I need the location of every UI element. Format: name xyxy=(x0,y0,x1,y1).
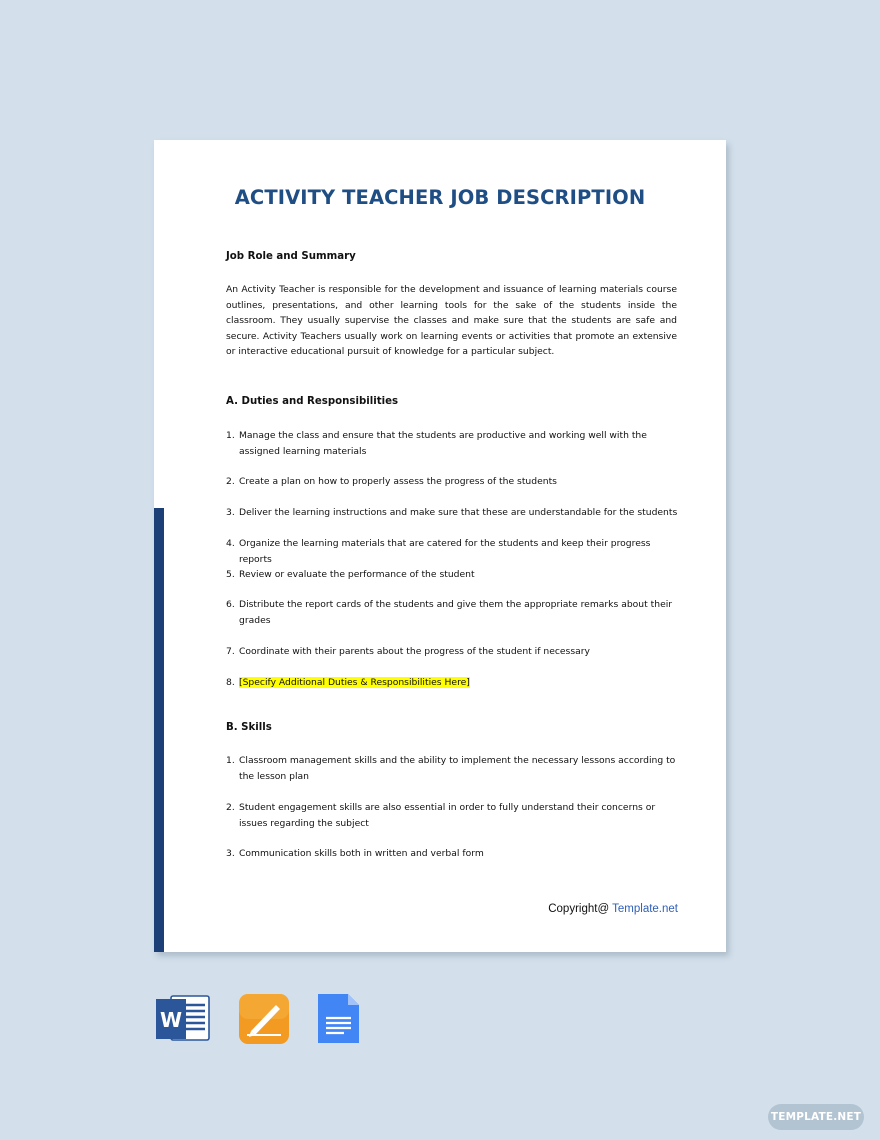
microsoft-word-icon[interactable] xyxy=(156,996,209,1040)
skill-item xyxy=(226,846,678,862)
duty-number: 5. xyxy=(226,569,235,580)
duty-item xyxy=(226,505,678,521)
duty-text: Distribute the report cards of the students and give them the appropriate remarks about their grades xyxy=(239,599,673,626)
duty-item xyxy=(226,597,678,628)
duty-number: 1. xyxy=(226,430,235,441)
skill-item xyxy=(226,800,678,831)
duties-heading: A. Duties and Responsibilities xyxy=(226,396,399,407)
copyright-label: Copyright@ xyxy=(548,903,610,915)
template-net-badge[interactable]: TEMPLATE.NET xyxy=(768,1104,864,1130)
skill-number: 2. xyxy=(226,802,235,813)
duty-number: 2. xyxy=(226,476,235,487)
duty-text: Review or evaluate the performance of the student xyxy=(239,569,475,580)
accent-bar xyxy=(154,508,164,952)
document-title: ACTIVITY TEACHER JOB DESCRIPTION xyxy=(234,186,646,209)
skill-text: Classroom management skills and the ability to implement the necessary lessons according to the lesson plan xyxy=(239,755,676,782)
duty-item xyxy=(226,644,678,660)
placeholder-highlight[interactable]: [Specify Additional Duties & Responsibilities Here] xyxy=(239,677,470,688)
template-net-link[interactable]: Template.net xyxy=(612,903,678,915)
duty-item xyxy=(226,567,678,583)
word-letter: W xyxy=(159,1008,183,1032)
skill-text: Communication skills both in written and verbal form xyxy=(239,848,484,859)
duty-number: 8. xyxy=(226,677,235,688)
duty-item xyxy=(226,675,678,691)
skill-item xyxy=(226,753,678,784)
duty-text: Organize the learning materials that are catered for the students and keep their progress reports xyxy=(239,538,651,565)
duty-item xyxy=(226,428,678,459)
summary-paragraph: An Activity Teacher is responsible for the development and issuance of learning materials course outlines, presentations, and other learning tools for the sake of the students inside the classroom. They usually supervise the classes and make sure that the students are safe and secure. Activity Teachers usually work on learning events or activities that promote an extensive or interactive educational pursuit of knowledge for a particular subject. xyxy=(226,284,677,358)
summary-heading: Job Role and Summary xyxy=(226,251,356,262)
duty-number: 6. xyxy=(226,599,235,610)
duty-number: 7. xyxy=(226,646,235,657)
copyright-notice xyxy=(548,903,678,915)
pages-icon[interactable] xyxy=(239,994,289,1044)
duty-text: Manage the class and ensure that the students are productive and working well with the assigned learning materials xyxy=(239,430,647,457)
duty-number: 3. xyxy=(226,507,235,518)
google-docs-icon[interactable] xyxy=(318,994,359,1043)
skills-heading: B. Skills xyxy=(226,722,272,733)
skill-number: 1. xyxy=(226,755,235,766)
duty-text: Coordinate with their parents about the progress of the student if necessary xyxy=(239,646,590,657)
duty-item xyxy=(226,474,678,490)
skill-text: Student engagement skills are also essential in order to fully understand their concerns or issues regarding the subject xyxy=(239,802,656,829)
app-icons xyxy=(155,993,365,1045)
document-page xyxy=(154,140,726,952)
duty-text: Deliver the learning instructions and make sure that these are understandable for the students xyxy=(239,507,678,518)
duty-text: Create a plan on how to properly assess the progress of the students xyxy=(239,476,557,487)
duty-number: 4. xyxy=(226,538,235,549)
duty-item xyxy=(226,536,678,567)
skill-number: 3. xyxy=(226,848,235,859)
